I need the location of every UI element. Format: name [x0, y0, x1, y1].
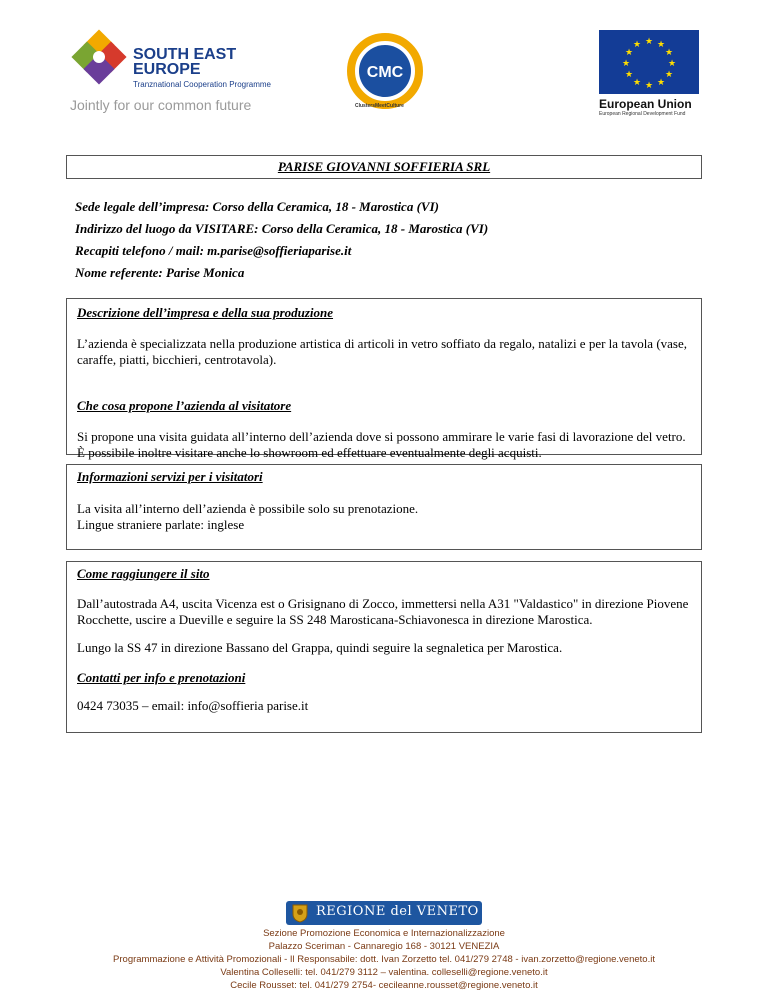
eu-flag [599, 30, 699, 94]
section-proposta-heading: Che cosa propone l’azienda al visitatore [77, 398, 292, 413]
section-raggiungere-heading: Come raggiungere il sito [77, 566, 210, 581]
info-sede-legale: Sede legale dell’impresa: Corso della Ceramica, 18 - Marostica (VI) [75, 199, 439, 214]
svg-text:★: ★ [656, 78, 666, 88]
company-title: PARISE GIOVANNI SOFFIERIA SRL [66, 155, 702, 179]
section-servizi-line1: La visita all’interno dell’azienda è possibile solo su prenotazione. [77, 501, 419, 516]
section-servizi [66, 464, 702, 550]
svg-text:★: ★ [664, 70, 674, 80]
see-logo-title: SOUTH EAST EUROPE [133, 46, 237, 78]
section-servizi-heading: Informazioni servizi per i visitatori [77, 469, 263, 484]
info-recapiti: Recapiti telefono / mail: m.parise@soffieriaparise.it [75, 243, 352, 258]
svg-text:★: ★ [632, 78, 642, 88]
section-descrizione-heading: Descrizione dell’impresa e della sua produzione [77, 305, 334, 320]
cmc-logo-label: CMC [366, 64, 404, 81]
svg-text:★: ★ [656, 40, 666, 50]
svg-text:★: ★ [667, 59, 677, 69]
section-descrizione-text: L’azienda è specializzata nella produzione artistica di articoli in vetro soffiato da regalo, natalizi e per la tavola (vase, caraffe, piatti, bicchieri, centrotavola). [77, 336, 688, 367]
svg-text:★: ★ [624, 48, 634, 58]
cmc-logo [345, 33, 425, 113]
section-servizi-line2: Lingue straniere parlate: inglese [77, 517, 245, 532]
south-east-europe-logo [70, 28, 130, 88]
footer-line-4: Valentina Colleselli: tel. 041/279 3112 – valentina. colleselli@regione.veneto.it [220, 967, 548, 978]
info-referente: Nome referente: Parise Monica [75, 265, 245, 280]
see-tagline: Jointly for our common future [70, 97, 252, 113]
svg-text:★: ★ [664, 48, 674, 58]
section-descrizione [66, 298, 702, 460]
section-contatti-heading: Contatti per info e prenotazioni [77, 670, 246, 685]
section-proposta-text: Si propone una visita guidata all’interno dell’azienda dove si possono ammirare le varie fasi di lavorazione del vetro. È possibile inoltre visitare anche lo showroom ed effettuare eventualmente degli acquisti. [77, 429, 686, 460]
section-raggiungere-text2: Lungo la SS 47 in direzione Bassano del Grappa, quindi seguire la segnaletica per Marostica. [77, 640, 563, 655]
section-raggiungere [66, 561, 702, 733]
regione-veneto-logo-text: REGIONE del VENETO [316, 904, 479, 919]
svg-text:★: ★ [621, 59, 631, 69]
footer-line-2: Palazzo Sceriman - Cannaregio 168 - 30121 VENEZIA [268, 941, 500, 952]
svg-text:★: ★ [624, 70, 634, 80]
footer-line-1: Sezione Promozione Economica e Internazionalizzazione [263, 928, 505, 939]
eu-stars-icon [599, 30, 699, 94]
footer-line-5: Cecile Rousset: tel. 041/279 2754- cecileanne.rousset@regione.veneto.it [230, 980, 538, 991]
section-raggiungere-text1: Dall’autostrada A4, uscita Vicenza est o Grisignano di Zocco, immettersi nella A31 "Valdastico" in direzione Piovene Rocchette, uscire a Dueville e seguire la SS 248 Marosticana-Schiavonesca in direzione Marostica. [77, 596, 689, 627]
svg-text:★: ★ [644, 37, 654, 47]
eu-title: European Union [599, 97, 692, 111]
svg-text:★: ★ [632, 40, 642, 50]
info-indirizzo: Indirizzo del luogo da VISITARE: Corso della Ceramica, 18 - Marostica (VI) [75, 221, 489, 236]
cmc-tagline: ClustersMeetCulture [355, 103, 404, 109]
eu-subtitle: European Regional Development Fund [599, 111, 686, 117]
svg-text:★: ★ [644, 81, 654, 91]
veneto-lion-icon [290, 903, 310, 923]
see-logo-subtitle: Tranznational Cooperation Programme [133, 80, 271, 89]
section-contatti-text: 0424 73035 – email: info@soffieria parise.it [77, 698, 309, 713]
footer-line-3: Programmazione e Attività Promozionali - Il Responsabile: dott. Ivan Zorzetto tel. 041/279 2748 - ivan.zorzetto@regione.veneto.it [113, 954, 655, 965]
